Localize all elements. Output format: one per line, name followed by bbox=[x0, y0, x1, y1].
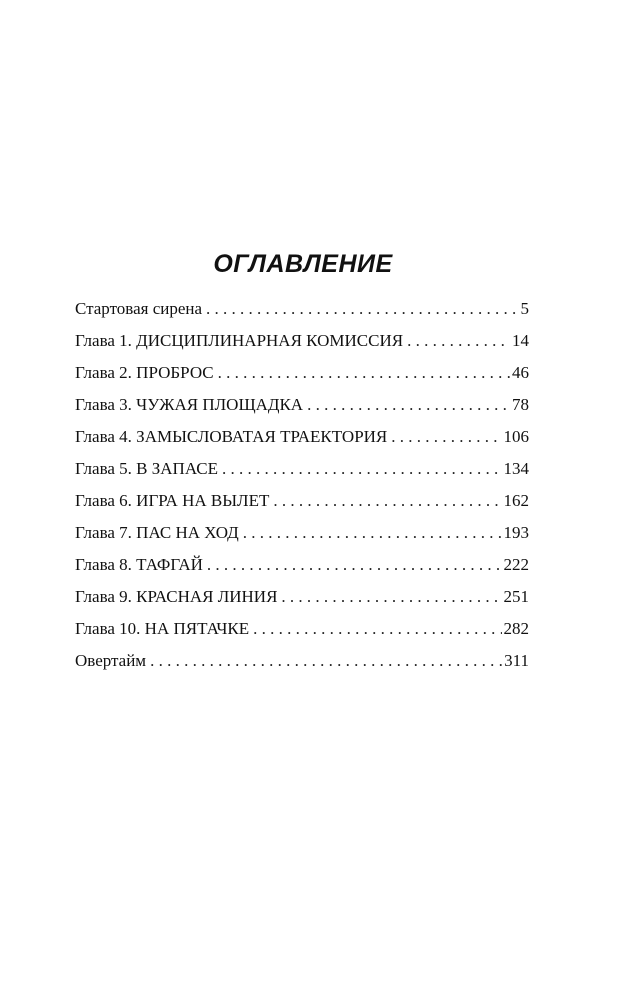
toc-leader-dots bbox=[281, 581, 501, 613]
toc-entry-label: Глава 2. ПРОБРОС bbox=[75, 363, 214, 382]
toc-entry-label: Глава 1. ДИСЦИПЛИНАРНАЯ КОМИССИЯ bbox=[75, 331, 404, 350]
toc-entry-label: Стартовая сирена bbox=[75, 299, 203, 318]
toc-entry-label: Глава 6. ИГРА НА ВЫЛЕТ bbox=[75, 491, 270, 510]
toc-entry-label: Глава 4. ЗАМЫСЛОВАТАЯ ТРАЕКТОРИЯ bbox=[75, 427, 388, 446]
toc-leader-dots bbox=[206, 293, 518, 325]
toc-entry-label: Глава 5. В ЗАПАСЕ bbox=[75, 459, 218, 478]
toc-entry bbox=[75, 613, 529, 645]
toc-entry-label: Овертайм bbox=[75, 651, 147, 670]
toc-entry-page: 193 bbox=[503, 523, 529, 542]
toc-leader-dots bbox=[243, 517, 502, 549]
table-of-contents bbox=[75, 293, 529, 677]
page-title: ОГЛАВЛЕНИЕ bbox=[213, 249, 393, 278]
toc-entry bbox=[75, 293, 529, 325]
toc-leader-dots bbox=[222, 453, 502, 485]
toc-entry-page: 134 bbox=[503, 459, 529, 478]
toc-entry-page: 251 bbox=[503, 587, 529, 606]
toc-entry-label: Глава 10. НА ПЯТАЧКЕ bbox=[75, 619, 250, 638]
toc-entry bbox=[75, 421, 529, 453]
toc-entry bbox=[75, 325, 529, 357]
toc-leader-dots bbox=[150, 645, 502, 677]
toc-entry-label: Глава 3. ЧУЖАЯ ПЛОЩАДКА bbox=[75, 395, 304, 414]
toc-leader-dots bbox=[253, 613, 501, 645]
toc-entry-label: Глава 8. ТАФГАЙ bbox=[75, 555, 203, 574]
toc-leader-dots bbox=[207, 549, 502, 581]
toc-entry bbox=[75, 581, 529, 613]
toc-leader-dots bbox=[391, 421, 501, 453]
toc-entry bbox=[75, 549, 529, 581]
toc-leader-dots bbox=[218, 357, 510, 389]
toc-entry-page: 14 bbox=[512, 331, 529, 350]
toc-entry-page: 78 bbox=[512, 395, 529, 414]
toc-entry-label: Глава 7. ПАС НА ХОД bbox=[75, 523, 239, 542]
toc-leader-dots bbox=[273, 485, 501, 517]
toc-entry-page: 222 bbox=[503, 555, 529, 574]
toc-entry-label: Глава 9. КРАСНАЯ ЛИНИЯ bbox=[75, 587, 278, 606]
toc-entry-page: 282 bbox=[503, 619, 529, 638]
toc-entry-page: 311 bbox=[504, 651, 529, 670]
toc-entry bbox=[75, 485, 529, 517]
toc-entry-page: 162 bbox=[503, 491, 529, 510]
toc-entry-page: 5 bbox=[520, 299, 529, 318]
toc-leader-dots bbox=[307, 389, 510, 421]
toc-entry bbox=[75, 357, 529, 389]
toc-entry bbox=[75, 453, 529, 485]
toc-entry bbox=[75, 645, 529, 677]
toc-entry bbox=[75, 389, 529, 421]
toc-entry-page: 106 bbox=[503, 427, 529, 446]
toc-entry-page: 46 bbox=[512, 363, 529, 382]
toc-leader-dots bbox=[407, 325, 510, 357]
toc-entry bbox=[75, 517, 529, 549]
